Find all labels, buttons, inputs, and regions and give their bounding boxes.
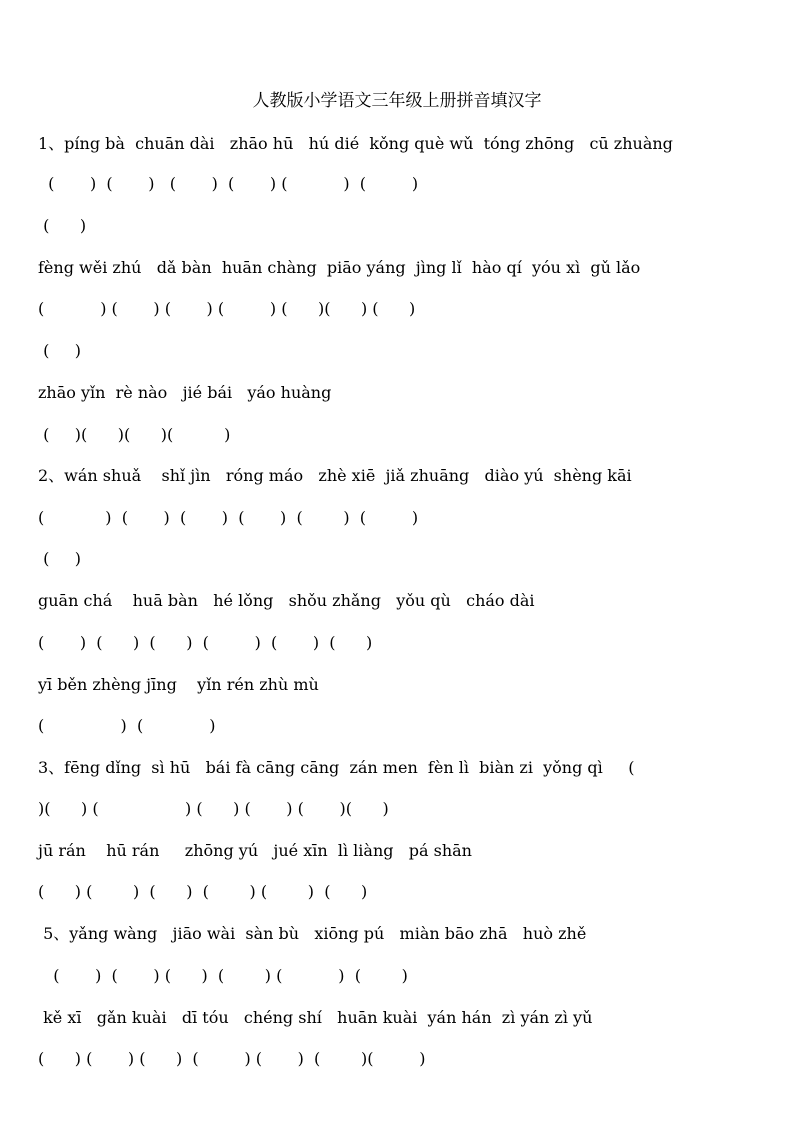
answer-blanks-row-1b: ( )	[38, 216, 87, 235]
answer-blanks-row-6: ( ) ( )	[38, 716, 216, 735]
answer-blanks-row-5: ( ) ( ) ( ) ( ) ( ) ( )	[38, 633, 373, 652]
answer-blanks-row-9: ( ) ( ) ( ) ( ) ( ) ( )	[38, 966, 408, 985]
answer-blanks-row-2: ( ) ( ) ( ) ( ) ( )( ) ( )	[38, 299, 416, 318]
pinyin-row-4: 2、wán shuǎ shǐ jìn róng máo zhè xiē jiǎ zhuāng diào yú shèng kāi	[38, 466, 632, 485]
pinyin-row-10: kě xī gǎn kuài dī tóu chéng shí huān kuài yán hán zì yán zì yǔ	[38, 1008, 593, 1027]
pinyin-row-8: jū rán hū rán zhōng yú jué xīn lì liàng pá shān	[38, 841, 472, 860]
answer-blanks-row-4b: ( )	[38, 549, 81, 568]
answer-blanks-row-2b: ( )	[38, 341, 81, 360]
pinyin-row-1: 1、píng bà chuān dài zhāo hū hú dié kǒng què wǔ tóng zhōng cū zhuàng	[38, 134, 673, 153]
answer-blanks-row-8: ( ) ( ) ( ) ( ) ( ) ( )	[38, 882, 368, 901]
pinyin-row-6: yī běn zhèng jīng yǐn rén zhù mù	[38, 675, 319, 694]
pinyin-row-2: fèng wěi zhú dǎ bàn huān chàng piāo yáng jìng lǐ hào qí yóu xì gǔ lǎo	[38, 258, 641, 277]
pinyin-row-7: 3、fēng dǐng sì hū bái fà cāng cāng zán men fèn lì biàn zi yǒng qì (	[38, 758, 635, 777]
pinyin-row-9: 5、yǎng wàng jiāo wài sàn bù xiōng pú miàn bāo zhā huò zhě	[38, 924, 587, 943]
answer-blanks-row-1: ( ) ( ) ( ) ( ) ( ) ( )	[38, 174, 419, 193]
answer-blanks-row-10: ( ) ( ) ( ) ( ) ( ) ( )( )	[38, 1049, 426, 1068]
answer-blanks-row-3: ( )( )( )( )	[38, 425, 231, 444]
answer-blanks-row-7: )( ) ( ) ( ) ( ) ( )( )	[38, 799, 389, 818]
page-title: 人教版小学语文三年级上册拼音填汉字	[252, 91, 542, 111]
pinyin-row-3: zhāo yǐn rè nào jié bái yáo huàng	[38, 383, 332, 402]
pinyin-row-5: guān chá huā bàn hé lǒng shǒu zhǎng yǒu qù cháo dài	[38, 591, 535, 610]
answer-blanks-row-4: ( ) ( ) ( ) ( ) ( ) ( )	[38, 508, 419, 527]
